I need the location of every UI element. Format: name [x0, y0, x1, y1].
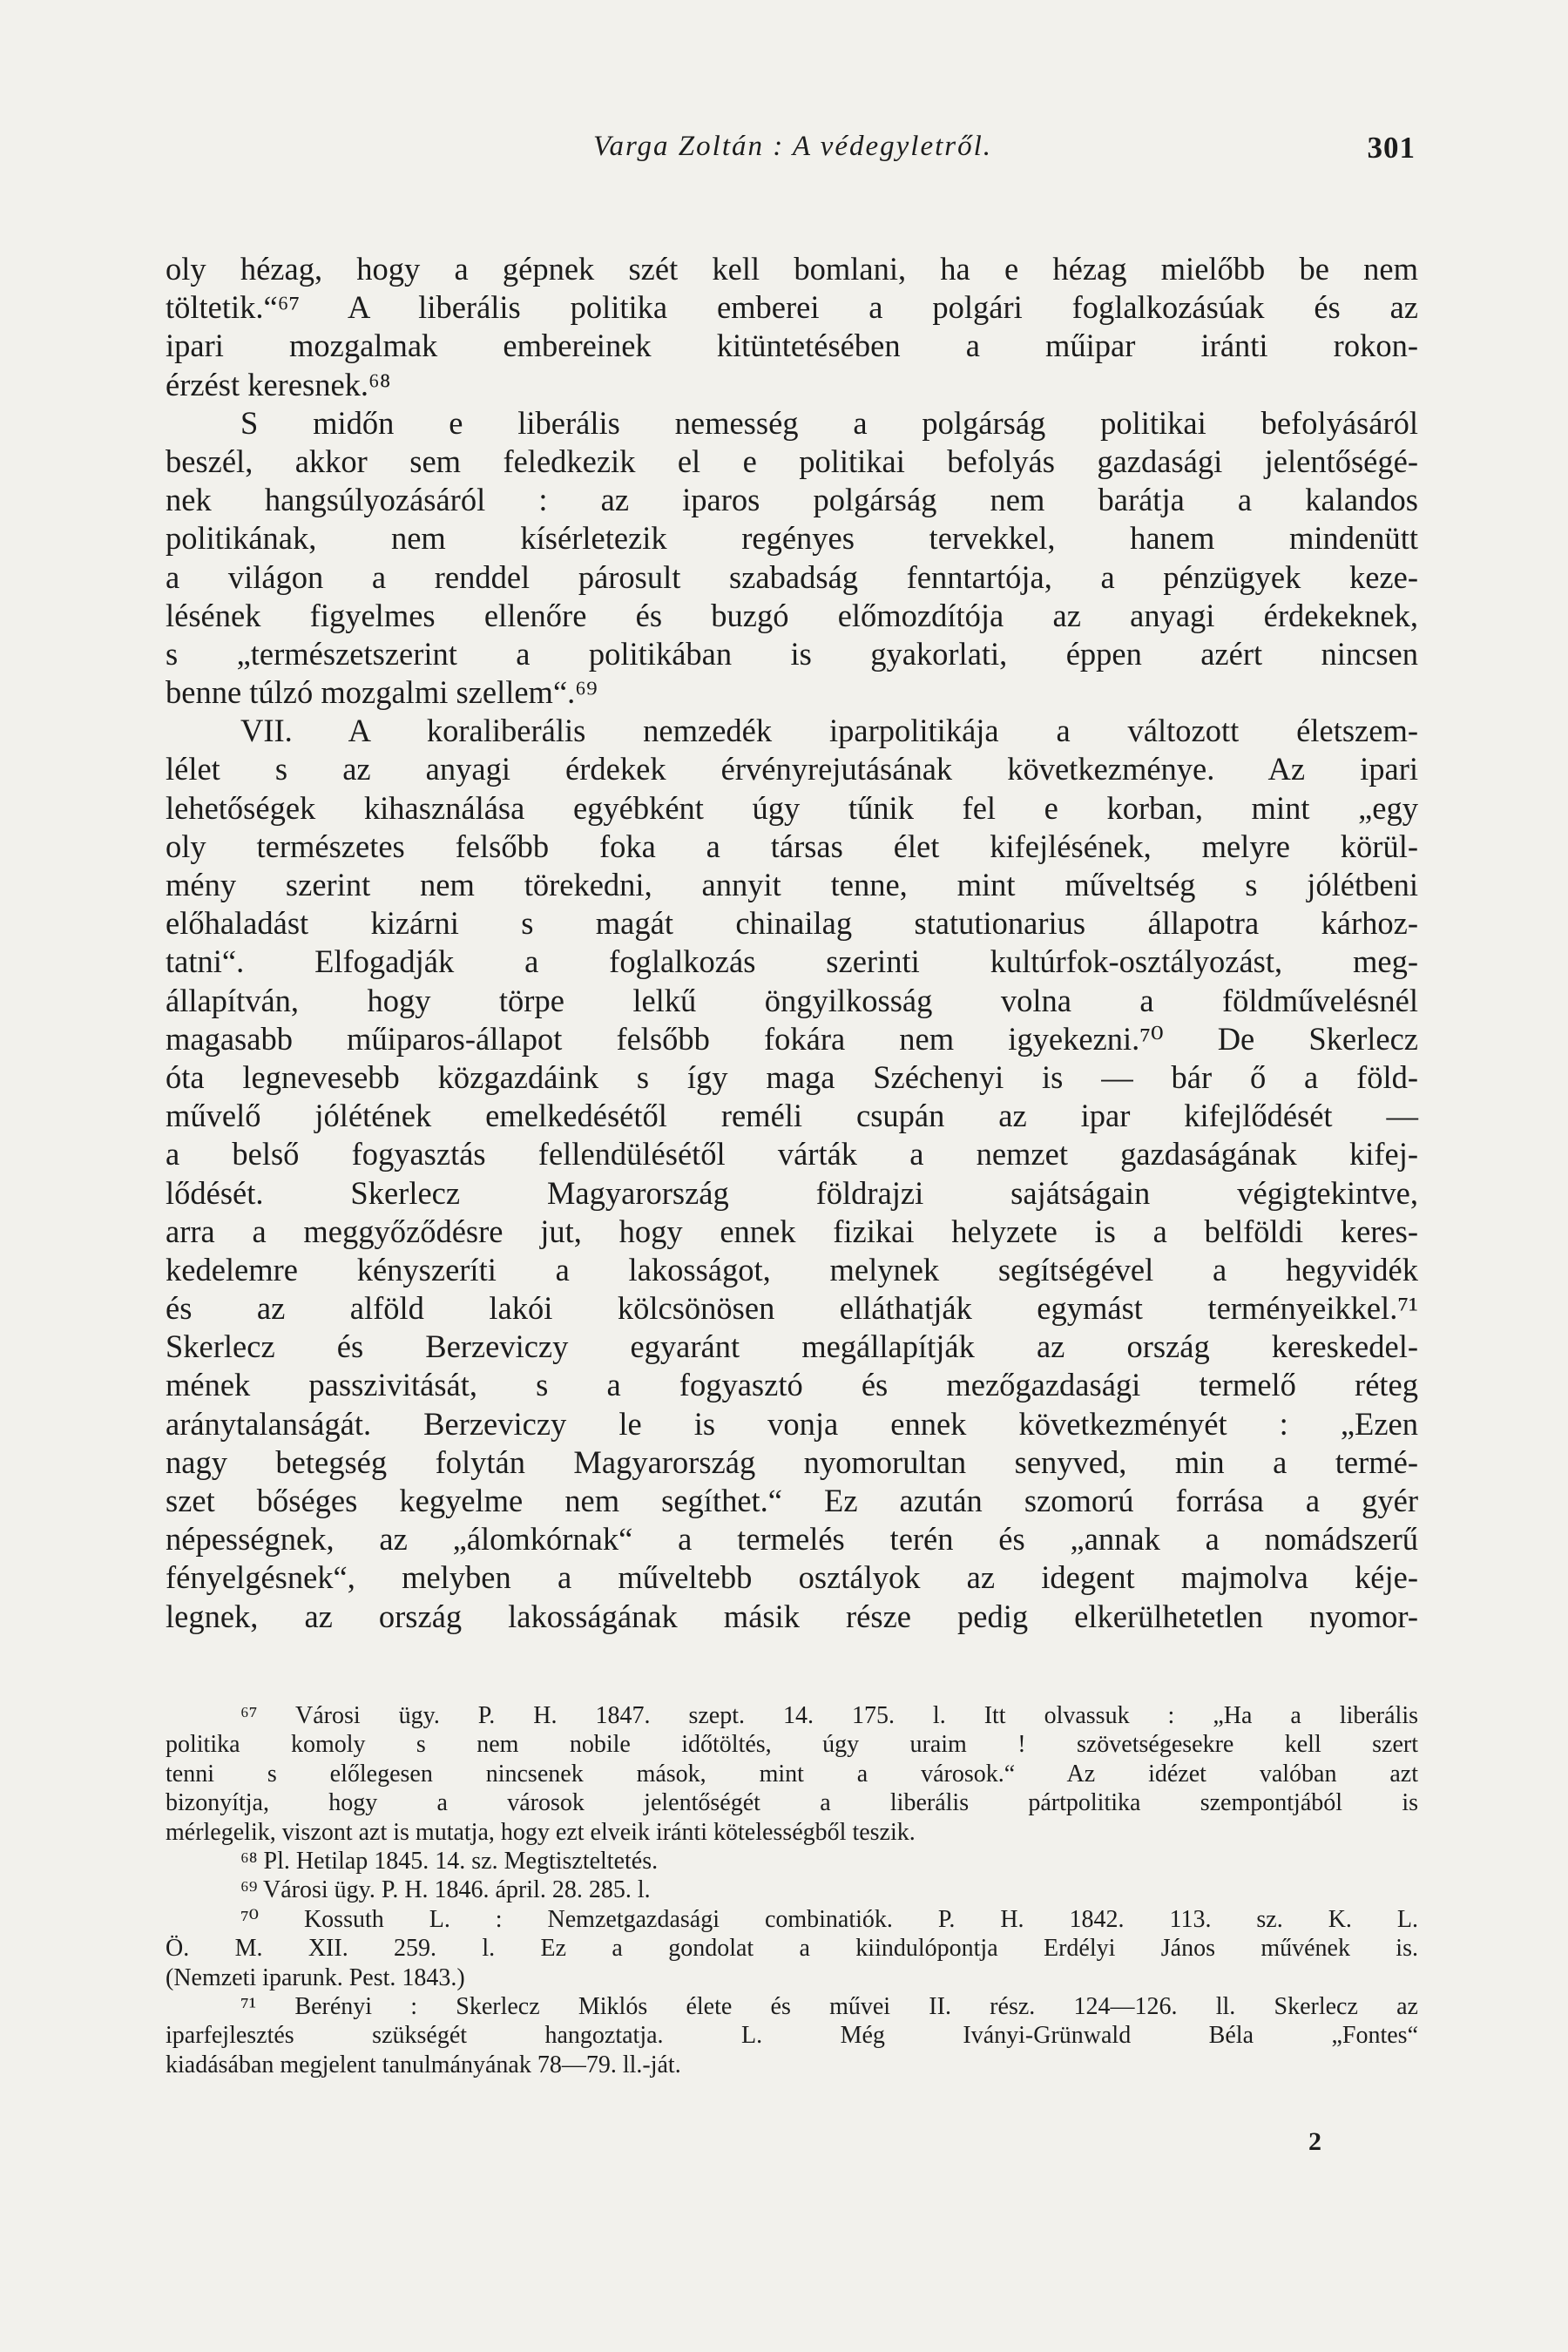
body-line: és az alföld lakói kölcsönösen elláthatják egymást terményeikkel.⁷¹ — [166, 1290, 1418, 1327]
running-head-title: Varga Zoltán : A védegyletről. — [592, 131, 993, 162]
body-line: beszél, akkor sem feledkezik el e politikai befolyás gazdasági jelentőségé- — [166, 443, 1418, 479]
body-line: lehetőségek kihasználása egyébként úgy tűnik fel e korban, mint „egy — [166, 789, 1418, 826]
body-line: művelő jólétének emelkedésétől reméli csupán az ipar kifejlődését — — [166, 1098, 1418, 1134]
body-line: szet bőséges kegyelme nem segíthet.“ Ez azután szomorú forrása a gyér — [166, 1483, 1418, 1518]
body-line: nagy betegség folytán Magyarország nyomorultan senyved, min a termé- — [166, 1443, 1418, 1480]
footnote-line: tenni s előlegesen nincsenek mások, mint a városok.“ Az idézet valóban azt — [166, 1760, 1418, 1788]
body-line: benne túlzó mozgalmi szellem“.⁶⁹ — [166, 674, 598, 711]
footnote-line: mérlegelik, viszont azt is mutatja, hogy ezt elveik iránti kötelességből teszik. — [166, 1818, 916, 1846]
footnote-line: iparfejlesztés szükségét hangoztatja. L. Még Iványi-Grünwald Béla „Fontes“ — [166, 2022, 1418, 2050]
footnote-line: (Nemzeti iparunk. Pest. 1843.) — [166, 1963, 465, 1991]
running-head — [170, 131, 1416, 174]
footnote-line: kiadásában megjelent tanulmányának 78—79. ll.-ját. — [166, 2051, 681, 2078]
body-line: lésének figyelmes ellenőre és buzgó előmozdítója az anyagi érdekeknek, — [166, 597, 1418, 633]
body-line: legnek, az ország lakosságának másik része pedig elkerülhetetlen nyomor- — [166, 1598, 1418, 1634]
footnote-line: ⁷¹ Berényi : Skerlecz Miklós élete és művei II. rész. 124—126. ll. Skerlecz az — [240, 1992, 1418, 2020]
body-line: VII. A koraliberális nemzedék iparpolitikája a változott életszem- — [240, 713, 1418, 749]
body-line: oly természetes felsőbb foka a társas élet kifejlésének, melyre körül- — [166, 828, 1418, 864]
footnote-line: bizonyítja, hogy a városok jelentőségét a liberális pártpolitika szempontjából is — [166, 1789, 1418, 1817]
body-line: oly hézag, hogy a gépnek szét kell bomlani, ha e hézag mielőbb be nem — [166, 251, 1418, 287]
footnote-line: ⁶⁷ Városi ügy. P. H. 1847. szept. 14. 175. l. Itt olvassuk : „Ha a liberális — [240, 1702, 1418, 1729]
body-line: arra a meggyőződésre jut, hogy ennek fizikai helyzete is a belföldi keres- — [166, 1213, 1418, 1249]
body-line: állapítván, hogy törpe lelkű öngyilkosság volna a földművelésnél — [166, 982, 1418, 1018]
body-line: fényelgésnek“, melyben a műveltebb osztályok az idegent majmolva kéje- — [166, 1559, 1418, 1596]
footnote-line: politika komoly s nem nobile időtöltés, úgy uraim ! szövetségesekre kell szert — [166, 1731, 1418, 1759]
body-line: lődését. Skerlecz Magyarország földrajzi sajátságain végigtekintve, — [166, 1174, 1418, 1211]
footnote-line: ⁷⁰ Kossuth L. : Nemzetgazdasági combinatiók. P. H. 1842. 113. sz. K. L. — [240, 1905, 1418, 1933]
body-line: Skerlecz és Berzeviczy egyaránt megállapítják az ország kereskedel- — [166, 1328, 1418, 1365]
body-line: népességnek, az „álomkórnak“ a termelés terén és „annak a nomádszerű — [166, 1521, 1418, 1558]
footnotes — [166, 1701, 1418, 2079]
page-number: 301 — [1367, 131, 1416, 165]
body-line: érzést keresnek.⁶⁸ — [166, 366, 391, 402]
body-line: ipari mozgalmak embereinek kitüntetésében a műipar iránti rokon- — [166, 328, 1418, 364]
body-line: kedelemre kényszeríti a lakosságot, melynek segítségével a hegyvidék — [166, 1251, 1418, 1288]
body-line: a belső fogyasztás fellendülésétől várták a nemzet gazdaságának kifej- — [166, 1136, 1418, 1173]
body-line: magasabb műiparos-állapot felsőbb fokára nem igyekezni.⁷⁰ De Skerlecz — [166, 1020, 1418, 1057]
body-line: mény szerint nem törekedni, annyit tenne, mint műveltség s jólétbeni — [166, 867, 1418, 902]
body-line: S midőn e liberális nemesség a polgárság politikai befolyásáról — [240, 404, 1418, 441]
body-line: aránytalanságát. Berzeviczy le is vonja ennek következményét : „Ezen — [166, 1405, 1418, 1442]
body-line: előhaladást kizárni s magát chinailag statutionarius állapotra kárhoz- — [166, 905, 1418, 942]
footnote-line: ⁶⁸ Pl. Hetilap 1845. 14. sz. Megtiszteltetés. — [240, 1847, 659, 1875]
body-line: lélet s az anyagi érdekek érvényrejutásának következménye. Az ipari — [166, 751, 1418, 787]
body-line: töltetik.“⁶⁷ A liberális politika emberei a polgári foglalkozásúak és az — [166, 289, 1418, 326]
footnote-line: Ö. M. XII. 259. l. Ez a gondolat a kiindulópontja Erdélyi János művének is. — [166, 1935, 1418, 1963]
body-line: mének passzivitását, s a fogyasztó és mezőgazdasági termelő réteg — [166, 1367, 1418, 1403]
body-line: a világon a renddel párosult szabadság fenntartója, a pénzügyek keze- — [166, 558, 1418, 595]
footnote-line: ⁶⁹ Városi ügy. P. H. 1846. ápril. 28. 285. l. — [240, 1876, 651, 1904]
body-line: nek hangsúlyozásáról : az iparos polgárság nem barátja a kalandos — [166, 482, 1418, 518]
body-line: tatni“. Elfogadják a foglalkozás szerinti kultúrfok-osztályozást, meg- — [166, 943, 1418, 980]
body-line: óta legnevesebb közgazdáink s így maga Széchenyi is — bár ő a föld- — [166, 1058, 1418, 1095]
signature-mark: 2 — [1308, 2127, 1321, 2156]
body-line: politikának, nem kísérletezik regényes tervekkel, hanem mindenütt — [166, 520, 1418, 557]
body-line: s „természetszerint a politikában is gyakorlati, éppen azért nincsen — [166, 635, 1418, 672]
body-text — [166, 250, 1418, 1636]
